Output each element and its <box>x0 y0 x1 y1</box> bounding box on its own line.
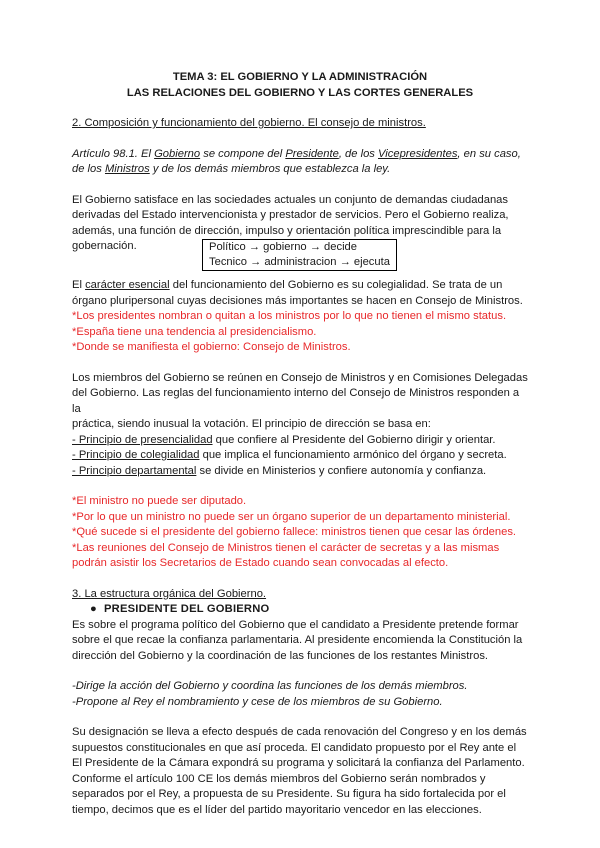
title-line-2: LAS RELACIONES DEL GOBIERNO Y LAS CORTES GENERALES <box>126 86 474 99</box>
function-item: -Propone al Rey el nombramiento y cese de los miembros de su Gobierno. <box>72 695 443 708</box>
document-title <box>72 70 528 101</box>
principle-label: - Principio departamental <box>72 464 197 477</box>
red-note: *Los presidentes nombran o quitan a los ministros por lo que no tienen el mismo status. <box>72 310 507 322</box>
red-note: *Donde se manifiesta el gobierno: Consejo de Ministros. <box>72 341 351 353</box>
red-note: *El ministro no puede ser diputado. <box>72 495 247 507</box>
paragraph-designacion <box>72 725 528 818</box>
paragraph-reuniones <box>72 371 528 480</box>
red-note: *España tiene una tendencia al presidencialismo. <box>72 325 317 338</box>
paragraph-line: El Presidente de la Cámara expondrá su programa y solicitará la confianza del Parlamento. <box>72 757 525 769</box>
red-notes-block <box>72 494 528 572</box>
functions-list <box>72 679 528 710</box>
article-text: y de los demás miembros que establezca la ley. <box>149 163 391 175</box>
paragraph-line: gobernación. <box>72 240 137 252</box>
section-3-heading: 3. La estructura orgánica del Gobierno. <box>72 587 267 600</box>
paragraph-line: órgano pluripersonal cuyas decisiones más importantes se hacen en Consejo de Ministros. <box>72 294 523 307</box>
red-note: *Las reuniones del Consejo de Ministros tienen el carácter de secretas y a las mismas <box>72 541 500 554</box>
bullet-label: PRESIDENTE DEL GOBIERNO <box>104 603 270 615</box>
principle-departamental <box>72 464 528 480</box>
paragraph-line: práctica, siendo inusual la votación. El principio de dirección se basa en: <box>72 418 431 430</box>
article-text: Artículo 98.1. El <box>72 147 155 160</box>
paragraph-line-with-box <box>72 239 528 270</box>
paragraph-line: además, una función de dirección, impulso y orientación política imprescindible para la <box>72 224 502 237</box>
red-note: *Por lo que un ministro no puede ser un órgano superior de un departamento ministerial. <box>72 510 511 523</box>
document-page <box>72 70 528 818</box>
paragraph-line: tiempo, decimos que es el líder del partido mayoritario vencedor en las elecciones. <box>72 803 482 816</box>
term-caracter-esencial: carácter esencial <box>85 279 170 291</box>
section-2-heading: 2. Composición y funcionamiento del gobierno. El consejo de ministros. <box>72 117 426 129</box>
principle-label: - Principio de colegialidad <box>72 449 200 461</box>
article-text: , en su caso, <box>457 147 521 160</box>
paragraph-caracter <box>72 278 528 356</box>
principle-label: - Principio de presencialidad <box>72 433 213 446</box>
principle-text: se divide en Ministerios y confiere autonomía y confianza. <box>196 464 487 477</box>
article-term-vicepresidentes: Vicepresidentes <box>378 147 458 160</box>
article-term-ministros: Ministros <box>104 163 150 175</box>
politico-tecnico-box <box>202 239 397 271</box>
paragraph-line: del Gobierno. Las reglas del funcionamiento interno del Consejo de Ministros responden a la <box>72 387 520 415</box>
paragraph-line: derivadas del Estado intervencionista y prestador de servicios. Pero el Gobierno realiza, <box>72 209 509 221</box>
article-98-quote <box>72 147 528 178</box>
paragraph-demandas <box>72 193 528 271</box>
red-note: podrán asistir los Secretarios de Estado cuando sean convocadas al efecto. <box>72 557 449 569</box>
principle-presencialidad <box>72 433 528 449</box>
principle-text: que confiere al Presidente del Gobierno dirigir y orientar. <box>212 433 496 446</box>
paragraph-line <box>72 278 528 294</box>
article-text: de los <box>72 163 105 175</box>
title-line-1: TEMA 3: EL GOBIERNO Y LA ADMINISTRACIÓN <box>172 71 428 83</box>
paragraph-text: del funcionamiento del Gobierno es su colegialidad. Se trata de un <box>169 279 503 291</box>
article-text: , de los <box>338 147 379 160</box>
article-term-gobierno: Gobierno <box>154 147 201 160</box>
paragraph-line: dirección del Gobierno y la coordinación de las funciones de los restantes Ministros. <box>72 649 489 662</box>
paragraph-line: Es sobre el programa político del Gobierno que el candidato a Presidente pretende formar <box>72 618 519 631</box>
paragraph-line: El Gobierno satisface en las sociedades actuales un conjunto de demandas ciudadanas <box>72 193 508 206</box>
principle-text: que implica el funcionamiento armónico del órgano y secreta. <box>199 449 507 461</box>
paragraph-text: El <box>72 279 86 291</box>
paragraph-line: separados por el Rey, a propuesta de su Presidente. Su figura ha sido fortalecida por el <box>72 788 506 800</box>
article-term-presidente: Presidente <box>285 147 339 160</box>
paragraph-line: Los miembros del Gobierno se reúnen en Consejo de Ministros y en Comisiones Delegadas <box>72 371 528 384</box>
bullet-dot-icon: ● <box>90 603 97 615</box>
paragraph-programa <box>72 618 528 665</box>
box-line-politico: Político → gobierno → decide <box>209 241 358 253</box>
paragraph-line: sobre el que recae la confianza parlamentaria. Al presidente encomienda la Constitución la <box>72 634 523 646</box>
paragraph-line: Su designación se lleva a efecto después de cada renovación del Congreso y en los demás <box>72 726 527 738</box>
paragraph-line: supuestos constitucionales en que así proceda. El candidato propuesto por el Rey ante el <box>72 741 517 754</box>
article-text: se compone del <box>200 147 286 160</box>
box-line-tecnico: Tecnico → administracion → ejecuta <box>209 256 390 268</box>
function-item: -Dirige la acción del Gobierno y coordina las funciones de los demás miembros. <box>72 680 468 692</box>
principle-colegialidad <box>72 448 528 464</box>
bullet-presidente <box>90 602 528 618</box>
paragraph-line: Conforme el artículo 100 CE los demás miembros del Gobierno serán nombrados y <box>72 772 486 785</box>
red-note: *Qué sucede si el presidente del gobierno fallece: ministros tienen que cesar las órdenes. <box>72 526 517 538</box>
